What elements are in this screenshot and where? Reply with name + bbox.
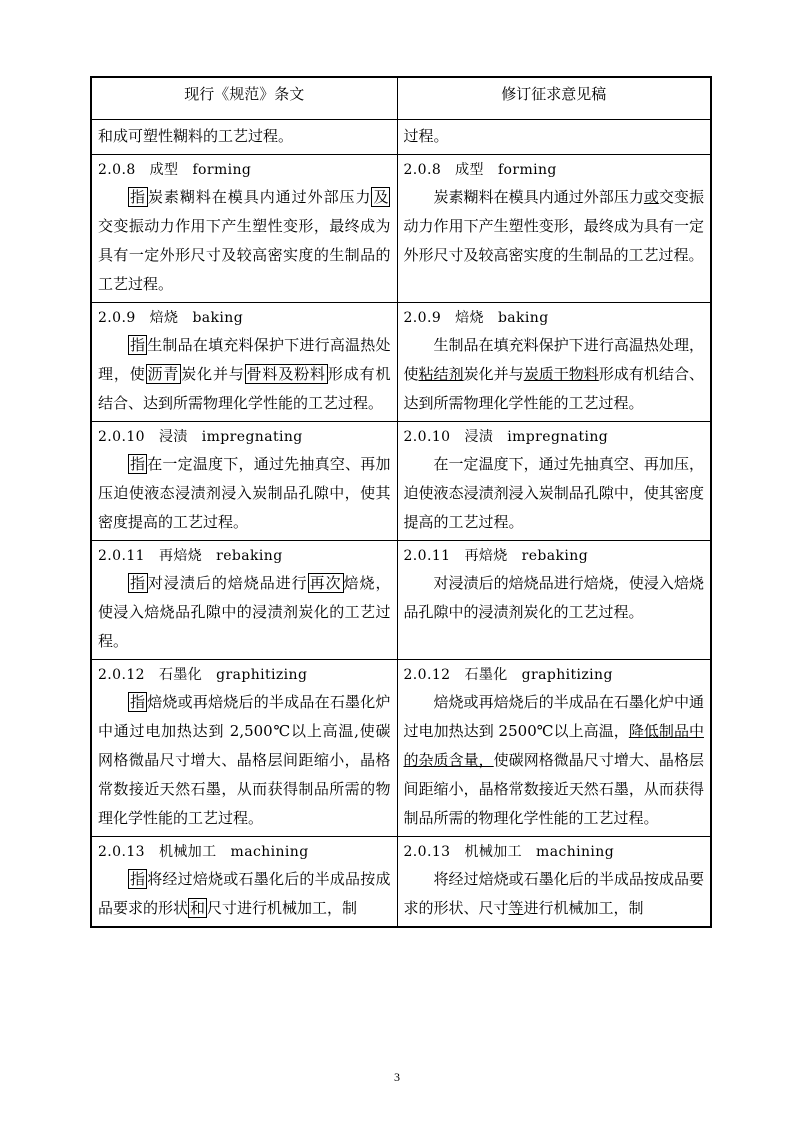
term-cn: 浸渍 bbox=[464, 429, 494, 445]
boxed-text: 指 bbox=[130, 693, 146, 711]
cell-revised bbox=[397, 120, 711, 155]
term-number: 2.0.8 bbox=[403, 162, 442, 178]
clause-text: 对浸渍后的焙烧品进行焙烧，使浸入焙烧品孔隙中的浸渍剂炭化的工艺过程。 bbox=[403, 574, 704, 621]
comparison-table bbox=[90, 76, 712, 928]
term-heading bbox=[404, 157, 705, 183]
term-heading bbox=[98, 157, 391, 183]
header-row bbox=[91, 77, 711, 120]
underlined-text: 炭质干物料 bbox=[523, 365, 599, 383]
term-en: forming bbox=[192, 162, 252, 178]
term-number: 2.0.9 bbox=[98, 310, 136, 326]
term-cn: 机械加工 bbox=[158, 844, 217, 860]
clause-text: 指 对浸渍后的焙烧品进行 再次 焙烧，使浸入焙烧品孔隙中的浸渍剂炭化的工艺过程。 bbox=[98, 574, 391, 650]
term-cn: 再焙烧 bbox=[464, 548, 508, 564]
table-row bbox=[91, 120, 711, 155]
term-cn: 石墨化 bbox=[158, 667, 203, 683]
cell-current bbox=[91, 303, 397, 422]
term-cn: 焙烧 bbox=[149, 310, 179, 326]
page-number: 3 bbox=[394, 1070, 400, 1084]
term-heading bbox=[98, 543, 391, 569]
term-en: machining bbox=[536, 844, 615, 860]
term-number: 2.0.12 bbox=[98, 667, 145, 683]
term-number: 2.0.10 bbox=[98, 429, 145, 445]
header-current: 现行《规范》条文 bbox=[91, 77, 397, 120]
term-en: graphitizing bbox=[521, 667, 613, 683]
term-number: 2.0.9 bbox=[403, 310, 442, 326]
clause-text: 炭素糊料在模具内通过外部压力或交变振动力作用下产生塑性变形，最终成为具有一定外形尺寸及较高密实度的生制品的工艺过程。 bbox=[403, 188, 704, 264]
boxed-text: 指 bbox=[130, 574, 146, 592]
term-cn: 焙烧 bbox=[455, 310, 484, 326]
clause-text: 过程。 bbox=[403, 127, 449, 145]
boxed-text: 沥青 bbox=[147, 365, 180, 383]
cell-revised bbox=[397, 303, 711, 422]
table-row bbox=[91, 155, 711, 303]
term-en: forming bbox=[497, 162, 557, 178]
term-heading bbox=[98, 305, 391, 331]
term-number: 2.0.13 bbox=[403, 844, 451, 860]
term-cn: 石墨化 bbox=[464, 667, 508, 683]
clause-text: 将经过焙烧或石墨化后的半成品按成品要求的形状、尺寸等进行机械加工，制 bbox=[403, 870, 704, 917]
underlined-text: 等 bbox=[508, 899, 524, 917]
term-number: 2.0.11 bbox=[403, 548, 451, 564]
term-cn: 成型 bbox=[149, 162, 179, 178]
term-en: baking bbox=[192, 310, 244, 326]
clause-text: 指 焙烧或再焙烧后的半成品在石墨化炉中通过电加热达到 2,500℃以上高温,使碳网格微晶尺寸增大、晶格层间距缩小，晶格常数接近天然石墨，从而获得制品所需的物理化学性能的工艺过程。 bbox=[98, 693, 391, 827]
term-cn: 再焙烧 bbox=[158, 548, 203, 564]
term-en: rebaking bbox=[216, 548, 283, 564]
term-number: 2.0.13 bbox=[98, 844, 145, 860]
clause-text: 在一定温度下，通过先抽真空、再加压，迫使液态浸渍剂浸入炭制品孔隙中，使其密度提高的工艺过程。 bbox=[403, 455, 704, 531]
term-en: machining bbox=[230, 844, 309, 860]
header-revised: 修订征求意见稿 bbox=[397, 77, 711, 120]
term-number: 2.0.8 bbox=[98, 162, 136, 178]
cell-revised bbox=[397, 541, 711, 660]
term-cn: 浸渍 bbox=[158, 429, 188, 445]
term-en: impregnating bbox=[201, 429, 303, 445]
term-heading bbox=[404, 839, 705, 865]
clause-text: 焙烧或再焙烧后的半成品在石墨化炉中通过电加热达到 2500℃以上高温，降低制品中的杂质含量，使碳网格微晶尺寸增大、晶格层间距缩小，晶格常数接近天然石墨，从而获得制品所需的物理化学性能的工艺过程。 bbox=[403, 693, 704, 827]
term-heading bbox=[98, 839, 391, 865]
table-row bbox=[91, 541, 711, 660]
boxed-text: 及 bbox=[373, 188, 389, 206]
clause-text: 指 在一定温度下，通过先抽真空、再加压迫使液态浸渍剂浸入炭制品孔隙中，使其密度提高的工艺过程。 bbox=[98, 455, 391, 531]
term-heading bbox=[98, 424, 391, 450]
term-number: 2.0.11 bbox=[98, 548, 145, 564]
table-row bbox=[91, 422, 711, 541]
cell-current bbox=[91, 660, 397, 837]
term-number: 2.0.12 bbox=[403, 667, 451, 683]
table-row bbox=[91, 837, 711, 928]
term-number: 2.0.10 bbox=[403, 429, 451, 445]
term-en: graphitizing bbox=[216, 667, 308, 683]
clause-text: 生制品在填充料保护下进行高温热处理，使粘结剂炭化并与炭质干物料形成有机结合、达到所需物理化学性能的工艺过程。 bbox=[403, 336, 704, 412]
underlined-text: 降低制品中的杂质含量， bbox=[403, 722, 704, 769]
term-heading bbox=[404, 662, 705, 688]
clause-text: 指 将经过焙烧或石墨化后的半成品按成品要求的形状 和 尺寸进行机械加工，制 bbox=[98, 870, 391, 917]
cell-current bbox=[91, 541, 397, 660]
term-en: baking bbox=[497, 310, 549, 326]
cell-revised bbox=[397, 155, 711, 303]
boxed-text: 指 bbox=[130, 188, 146, 206]
cell-revised bbox=[397, 837, 711, 928]
boxed-text: 骨料及粉料 bbox=[246, 365, 326, 383]
boxed-text: 再次 bbox=[309, 574, 342, 592]
boxed-text: 指 bbox=[130, 455, 146, 473]
cell-current bbox=[91, 422, 397, 541]
boxed-text: 指 bbox=[130, 336, 146, 354]
underlined-text: 粘结剂 bbox=[418, 365, 464, 383]
term-cn: 机械加工 bbox=[464, 844, 523, 860]
cell-revised bbox=[397, 660, 711, 837]
table-row bbox=[91, 303, 711, 422]
cell-revised bbox=[397, 422, 711, 541]
clause-text: 和成可塑性糊料的工艺过程。 bbox=[98, 127, 294, 145]
cell-current bbox=[91, 120, 397, 155]
term-heading bbox=[404, 543, 705, 569]
term-heading bbox=[404, 305, 705, 331]
cell-current bbox=[91, 837, 397, 928]
term-en: impregnating bbox=[507, 429, 609, 445]
term-heading bbox=[98, 662, 391, 688]
boxed-text: 和 bbox=[190, 899, 206, 917]
cell-current bbox=[91, 155, 397, 303]
boxed-text: 指 bbox=[130, 870, 146, 888]
term-heading bbox=[404, 424, 705, 450]
clause-text: 指 生制品在填充料保护下进行高温热处理，使 沥青 炭化并与 骨料及粉料 形成有机结合、达到所需物理化学性能的工艺过程。 bbox=[98, 336, 391, 412]
clause-text: 指 炭素糊料在模具内通过外部压力 及交变振动力作用下产生塑性变形，最终成为具有一定外形尺寸及较高密实度的生制品的工艺过程。 bbox=[98, 188, 391, 293]
underlined-text: 或 bbox=[643, 188, 659, 206]
term-cn: 成型 bbox=[455, 162, 484, 178]
term-en: rebaking bbox=[521, 548, 589, 564]
table-row bbox=[91, 660, 711, 837]
